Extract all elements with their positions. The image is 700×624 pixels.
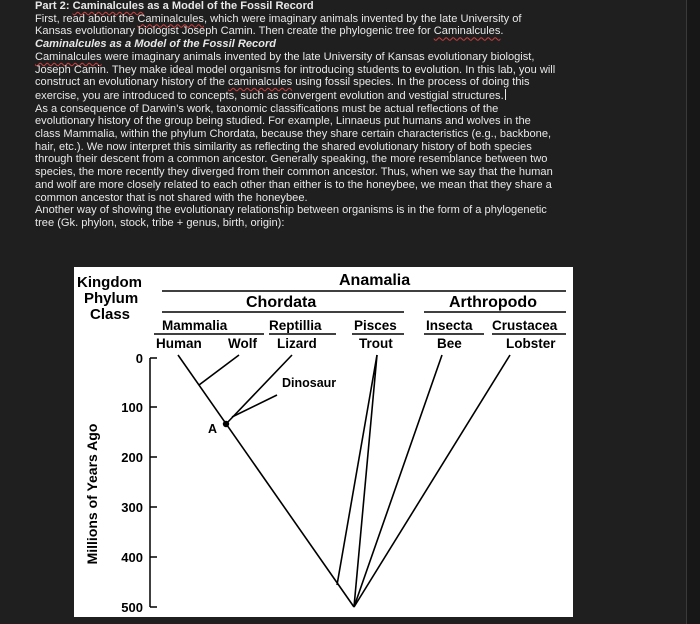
- branch-lobster: [354, 355, 510, 607]
- text-cursor: [505, 89, 506, 100]
- y-tick-label: 0: [135, 351, 143, 366]
- paragraph-line: construct an evolutionary history of the caminalcules using fossil species. In the process of doing this: [35, 76, 530, 89]
- paragraph-line: species, the more recently they diverged from their common ancestor. Thus, when we say that the human: [35, 166, 553, 179]
- species-label-trout: Trout: [359, 336, 393, 351]
- paragraph-line: Joseph Camin. They make ideal model organisms for introducing students to evolution. In this lab, you will: [35, 63, 556, 76]
- scrollbar-track[interactable]: [686, 0, 700, 624]
- class-label-crustacea: Crustacea: [492, 318, 558, 333]
- phylum-label-chordata: Chordata: [246, 294, 317, 311]
- branch-fish-junction: [337, 355, 377, 585]
- species-label-human: Human: [156, 336, 202, 351]
- paragraph-line[interactable]: exercise, you are introduced to concepts, such as convergent evolution and vestigial structures.: [35, 89, 504, 102]
- y-tick-label: 300: [121, 500, 143, 515]
- y-tick-label: 500: [121, 600, 143, 615]
- species-label-lizard: Lizard: [277, 336, 317, 351]
- y-tick-label: 100: [121, 400, 143, 415]
- kingdom-label: Anamalia: [339, 272, 411, 289]
- y-axis-ticks: [150, 358, 157, 607]
- y-tick-label: 400: [121, 550, 143, 565]
- section-subheading: Caminalcules as a Model of the Fossil Record: [35, 38, 277, 51]
- branch-dinosaur: [232, 395, 277, 417]
- part-heading: Part 2: Caminalcules as a Model of the Fossil Record: [35, 0, 314, 12]
- class-label-pisces: Pisces: [354, 318, 397, 333]
- paragraph-line: hair, etc.). We now interpret this similarity as reflecting the shared evolutionary history of both species: [35, 140, 532, 153]
- tree-svg: [74, 267, 573, 617]
- class-label-mammalia: Mammalia: [162, 318, 228, 333]
- branch-human: [178, 355, 354, 607]
- paragraph-line: evolutionary history of the group being studied. For example, Linnaeus put humans and wolves in the: [35, 115, 531, 128]
- species-label-wolf: Wolf: [228, 336, 257, 351]
- rank-phylum-label: Phylum: [84, 290, 139, 307]
- species-label-lobster: Lobster: [506, 336, 556, 351]
- tree-branches: [178, 355, 510, 607]
- rank-class-label: Class: [90, 306, 131, 323]
- rank-kingdom-label: Kingdom: [77, 274, 142, 291]
- intro-line: First, read about the Caminalcules, which were imaginary animals invented by the late University of: [35, 12, 522, 25]
- phylogenetic-tree-figure: [74, 267, 573, 617]
- document-text: [35, 0, 675, 230]
- paragraph-line: and wolf are more closely related to each other than either is to the honeybee, we mean that they share a: [35, 178, 552, 191]
- y-tick-label: 200: [121, 450, 143, 465]
- paragraph-line: common ancestor that is not shared with the honeybee.: [35, 191, 308, 204]
- branch-bee: [354, 355, 442, 607]
- class-label-insecta: Insecta: [426, 318, 473, 333]
- paragraph-line: class Mammalia, within the phylum Chordata, because they share certain characteristics (e.g., backbone,: [35, 128, 552, 141]
- branch-wolf: [199, 355, 239, 385]
- paragraph-line: Another way of showing the evolutionary relationship between organisms is in the form of a phylogenetic: [35, 204, 547, 217]
- paragraph-line: tree (Gk. phylon, stock, tribe + genus, birth, origin):: [35, 216, 285, 229]
- species-label-dinosaur: Dinosaur: [282, 376, 337, 390]
- paragraph-line: through their descent from a common ancestor. Generally speaking, the more resemblance between two: [35, 153, 548, 166]
- class-label-reptillia: Reptillia: [269, 318, 322, 333]
- node-label-a: A: [208, 422, 218, 436]
- ancestor-node-a: [223, 421, 229, 427]
- branch-trout: [354, 355, 377, 607]
- paragraph-line: As a consequence of Darwin's work, taxonomic classifications must be actual reflections of the: [35, 102, 499, 115]
- paragraph-line: Caminalcules were imaginary animals invented by the late University of Kansas evolutionary biologist,: [35, 50, 535, 63]
- phylum-label-arthropodo: Arthropodo: [449, 294, 537, 311]
- intro-line: Kansas evolutionary biologist Joseph Camin. Then create the phylogenic tree for Caminalcules.: [35, 25, 504, 38]
- species-label-bee: Bee: [437, 336, 462, 351]
- y-axis-label: Millions of Years Ago: [84, 423, 100, 565]
